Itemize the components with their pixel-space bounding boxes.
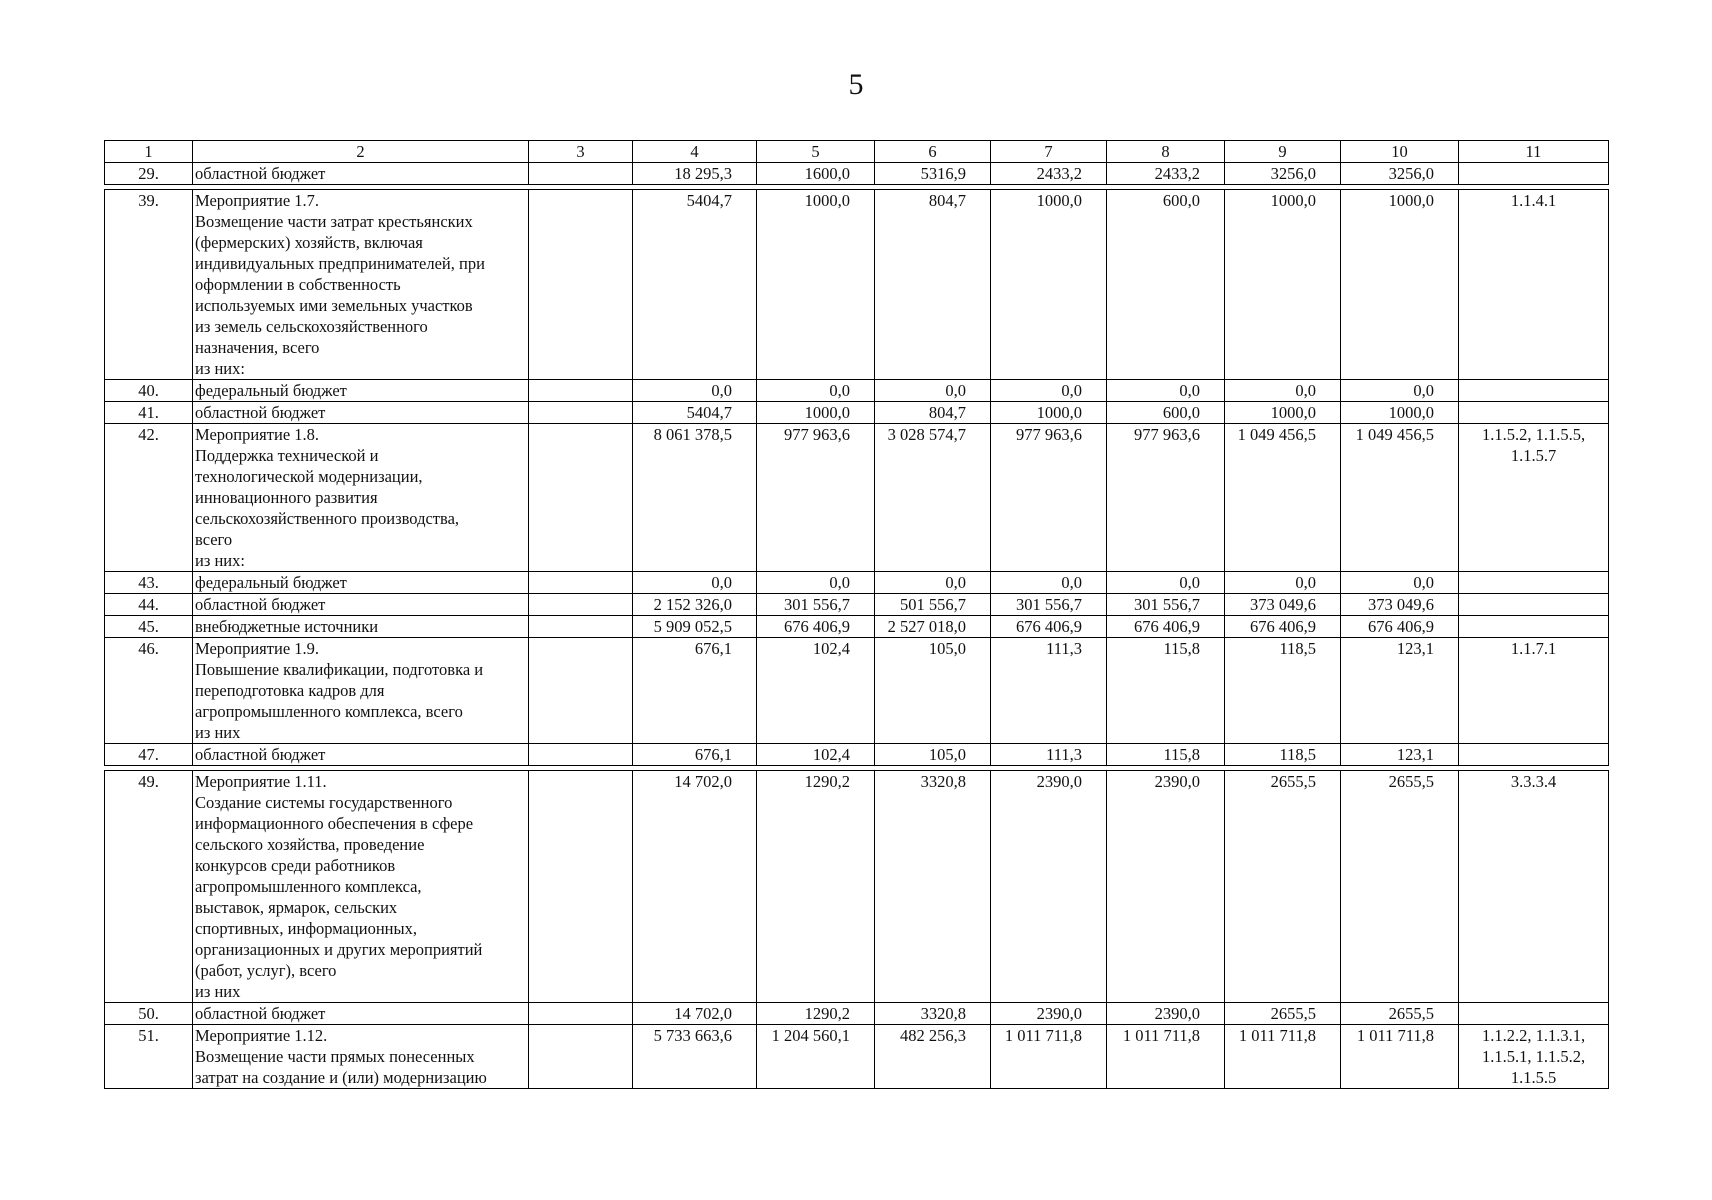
value-cell: 1000,0 (1225, 190, 1341, 380)
table-row (105, 163, 1609, 185)
row-name-line: областной бюджет (195, 595, 326, 614)
value-cell: 1000,0 (991, 190, 1107, 380)
header-cell: 11 (1459, 141, 1609, 163)
column-3-cell (529, 771, 633, 1003)
value-cell: 600,0 (1107, 402, 1225, 424)
value-cell: 1 011 711,8 (1225, 1025, 1341, 1089)
row-name-line: всего (195, 530, 233, 549)
row-name-line: из земель сельскохозяйственного (195, 317, 428, 336)
value-cell: 1 011 711,8 (1107, 1025, 1225, 1089)
row-name-line: выставок, ярмарок, сельских (195, 898, 398, 917)
reference-cell (1459, 190, 1609, 380)
header-cell: 7 (991, 141, 1107, 163)
value-cell: 0,0 (1341, 572, 1459, 594)
row-number-cell: 42. (105, 424, 193, 572)
row-name-line: сельскохозяйственного производства, (195, 509, 460, 528)
value-cell: 3320,8 (875, 771, 991, 1003)
value-cell: 2390,0 (1107, 1003, 1225, 1025)
row-name-line: Мероприятие 1.11. (195, 772, 327, 791)
row-name-line: (работ, услуг), всего (195, 961, 337, 980)
table-row (105, 402, 1609, 424)
value-cell: 2433,2 (991, 163, 1107, 185)
value-cell: 301 556,7 (1107, 594, 1225, 616)
table-row (105, 594, 1609, 616)
value-cell: 676,1 (633, 638, 757, 744)
value-cell: 115,8 (1107, 744, 1225, 766)
row-name-cell (193, 402, 529, 424)
value-cell: 5316,9 (875, 163, 991, 185)
row-name-line: Мероприятие 1.8. (195, 425, 320, 444)
value-cell: 2433,2 (1107, 163, 1225, 185)
row-name-line: из них (195, 723, 241, 742)
value-cell: 1000,0 (1225, 402, 1341, 424)
value-cell: 1000,0 (757, 190, 875, 380)
header-cell: 9 (1225, 141, 1341, 163)
reference-cell (1459, 163, 1609, 185)
row-name-line: областной бюджет (195, 403, 326, 422)
row-name-cell (193, 190, 529, 380)
row-name-line: внебюджетные источники (195, 617, 379, 636)
value-cell: 1290,2 (757, 1003, 875, 1025)
header-cell: 5 (757, 141, 875, 163)
value-cell: 804,7 (875, 402, 991, 424)
row-name-line: областной бюджет (195, 1004, 326, 1023)
value-cell: 0,0 (875, 380, 991, 402)
value-cell: 1 049 456,5 (1225, 424, 1341, 572)
row-name-cell (193, 744, 529, 766)
value-cell: 0,0 (991, 572, 1107, 594)
value-cell: 18 295,3 (633, 163, 757, 185)
row-name-line: технологической модернизации, (195, 467, 423, 486)
reference-cell (1459, 638, 1609, 744)
reference-cell (1459, 402, 1609, 424)
value-cell: 977 963,6 (1107, 424, 1225, 572)
value-cell: 14 702,0 (633, 1003, 757, 1025)
value-cell: 1000,0 (1341, 190, 1459, 380)
value-cell: 373 049,6 (1225, 594, 1341, 616)
table-row (105, 638, 1609, 744)
page-number: 5 (848, 68, 864, 101)
budget-table (104, 140, 1609, 1089)
row-name-line: сельского хозяйства, проведение (195, 835, 425, 854)
value-cell: 2390,0 (1107, 771, 1225, 1003)
value-cell: 102,4 (757, 638, 875, 744)
row-name-line: затрат на создание и (или) модернизацию (195, 1068, 487, 1087)
row-name-line: конкурсов среди работников (195, 856, 396, 875)
value-cell: 5 909 052,5 (633, 616, 757, 638)
column-3-cell (529, 638, 633, 744)
value-cell: 0,0 (757, 380, 875, 402)
value-cell: 676 406,9 (757, 616, 875, 638)
reference-line: 1.1.5.5 (1510, 1068, 1557, 1087)
row-number-cell: 51. (105, 1025, 193, 1089)
row-number-cell: 47. (105, 744, 193, 766)
value-cell: 2 527 018,0 (875, 616, 991, 638)
row-name-cell (193, 572, 529, 594)
row-name-cell (193, 771, 529, 1003)
value-cell: 804,7 (875, 190, 991, 380)
row-name-line: федеральный бюджет (195, 381, 347, 400)
row-number-cell: 45. (105, 616, 193, 638)
row-number-cell: 50. (105, 1003, 193, 1025)
reference-line: 1.1.5.1, 1.1.5.2, (1481, 1047, 1586, 1066)
value-cell: 0,0 (875, 572, 991, 594)
value-cell: 600,0 (1107, 190, 1225, 380)
row-name-line: (фермерских) хозяйств, включая (195, 233, 423, 252)
row-number-cell: 43. (105, 572, 193, 594)
value-cell: 0,0 (757, 572, 875, 594)
value-cell: 0,0 (1107, 380, 1225, 402)
reference-line: 1.1.7.1 (1510, 639, 1557, 658)
value-cell: 2655,5 (1225, 1003, 1341, 1025)
header-cell: 2 (193, 141, 529, 163)
reference-cell (1459, 572, 1609, 594)
value-cell: 0,0 (1225, 380, 1341, 402)
reference-cell (1459, 380, 1609, 402)
value-cell: 1 204 560,1 (757, 1025, 875, 1089)
row-name-line: областной бюджет (195, 745, 326, 764)
value-cell: 501 556,7 (875, 594, 991, 616)
row-name-line: организационных и других мероприятий (195, 940, 483, 959)
value-cell: 0,0 (991, 380, 1107, 402)
row-name-line: Мероприятие 1.7. (195, 191, 320, 210)
value-cell: 3256,0 (1341, 163, 1459, 185)
value-cell: 1 011 711,8 (1341, 1025, 1459, 1089)
reference-cell (1459, 616, 1609, 638)
column-3-cell (529, 380, 633, 402)
row-name-line: Возмещение части затрат крестьянских (195, 212, 473, 231)
value-cell: 0,0 (633, 380, 757, 402)
value-cell: 0,0 (633, 572, 757, 594)
row-name-cell (193, 594, 529, 616)
table-row (105, 572, 1609, 594)
row-number-cell: 39. (105, 190, 193, 380)
header-cell: 10 (1341, 141, 1459, 163)
row-name-cell (193, 616, 529, 638)
row-name-cell (193, 424, 529, 572)
row-name-line: агропромышленного комплекса, (195, 877, 422, 896)
value-cell: 2390,0 (991, 1003, 1107, 1025)
value-cell: 1000,0 (1341, 402, 1459, 424)
value-cell: 5 733 663,6 (633, 1025, 757, 1089)
column-3-cell (529, 402, 633, 424)
value-cell: 676 406,9 (991, 616, 1107, 638)
header-cell: 6 (875, 141, 991, 163)
value-cell: 118,5 (1225, 638, 1341, 744)
table-row (105, 744, 1609, 766)
row-name-line: областной бюджет (195, 164, 326, 183)
reference-cell (1459, 1003, 1609, 1025)
row-number-cell: 40. (105, 380, 193, 402)
value-cell: 2655,5 (1341, 1003, 1459, 1025)
value-cell: 2 152 326,0 (633, 594, 757, 616)
value-cell: 676,1 (633, 744, 757, 766)
row-name-line: индивидуальных предпринимателей, при (195, 254, 485, 273)
row-name-cell (193, 638, 529, 744)
reference-line: 1.1.4.1 (1510, 191, 1557, 210)
value-cell: 2655,5 (1225, 771, 1341, 1003)
value-cell: 111,3 (991, 744, 1107, 766)
value-cell: 0,0 (1225, 572, 1341, 594)
row-name-line: назначения, всего (195, 338, 320, 357)
value-cell: 5404,7 (633, 402, 757, 424)
table-row (105, 616, 1609, 638)
value-cell: 3256,0 (1225, 163, 1341, 185)
row-name-line: агропромышленного комплекса, всего (195, 702, 463, 721)
row-name-line: используемых ими земельных участков (195, 296, 473, 315)
row-name-line: федеральный бюджет (195, 573, 347, 592)
value-cell: 111,3 (991, 638, 1107, 744)
value-cell: 8 061 378,5 (633, 424, 757, 572)
row-name-line: спортивных, информационных, (195, 919, 417, 938)
value-cell: 301 556,7 (757, 594, 875, 616)
row-number-cell: 46. (105, 638, 193, 744)
value-cell: 1 049 456,5 (1341, 424, 1459, 572)
table-header-row (105, 141, 1609, 163)
value-cell: 0,0 (1107, 572, 1225, 594)
value-cell: 102,4 (757, 744, 875, 766)
header-cell: 4 (633, 141, 757, 163)
value-cell: 3320,8 (875, 1003, 991, 1025)
value-cell: 373 049,6 (1341, 594, 1459, 616)
column-3-cell (529, 594, 633, 616)
value-cell: 123,1 (1341, 744, 1459, 766)
row-name-line: информационного обеспечения в сфере (195, 814, 474, 833)
row-name-line: инновационного развития (195, 488, 378, 507)
value-cell: 105,0 (875, 638, 991, 744)
column-3-cell (529, 572, 633, 594)
header-cell: 3 (529, 141, 633, 163)
value-cell: 118,5 (1225, 744, 1341, 766)
column-3-cell (529, 744, 633, 766)
table-row (105, 380, 1609, 402)
table-row (105, 1003, 1609, 1025)
table-row (105, 771, 1609, 1003)
value-cell: 1600,0 (757, 163, 875, 185)
reference-cell (1459, 1025, 1609, 1089)
column-3-cell (529, 1025, 633, 1089)
reference-line: 3.3.3.4 (1510, 772, 1557, 791)
row-number-cell: 41. (105, 402, 193, 424)
value-cell: 676 406,9 (1225, 616, 1341, 638)
reference-cell (1459, 424, 1609, 572)
value-cell: 676 406,9 (1341, 616, 1459, 638)
column-3-cell (529, 190, 633, 380)
header-cell: 1 (105, 141, 193, 163)
value-cell: 14 702,0 (633, 771, 757, 1003)
table-row (105, 1025, 1609, 1089)
header-cell: 8 (1107, 141, 1225, 163)
value-cell: 482 256,3 (875, 1025, 991, 1089)
row-name-line: из них (195, 982, 241, 1001)
reference-cell (1459, 771, 1609, 1003)
budget-table-container (104, 140, 1608, 1089)
row-name-line: Мероприятие 1.9. (195, 639, 320, 658)
row-name-line: переподготовка кадров для (195, 681, 385, 700)
row-name-line: Повышение квалификации, подготовка и (195, 660, 484, 679)
row-number-cell: 49. (105, 771, 193, 1003)
value-cell: 676 406,9 (1107, 616, 1225, 638)
row-number-cell: 44. (105, 594, 193, 616)
value-cell: 2390,0 (991, 771, 1107, 1003)
table-row (105, 424, 1609, 572)
value-cell: 3 028 574,7 (875, 424, 991, 572)
budget-table-body (105, 141, 1609, 1089)
row-number-cell: 29. (105, 163, 193, 185)
row-name-line: Поддержка технической и (195, 446, 379, 465)
row-name-line: Возмещение части прямых понесенных (195, 1047, 475, 1066)
value-cell: 1000,0 (991, 402, 1107, 424)
reference-line: 1.1.2.2, 1.1.3.1, (1481, 1026, 1586, 1045)
column-3-cell (529, 424, 633, 572)
column-3-cell (529, 163, 633, 185)
value-cell: 0,0 (1341, 380, 1459, 402)
reference-line: 1.1.5.2, 1.1.5.5, (1481, 425, 1586, 444)
value-cell: 301 556,7 (991, 594, 1107, 616)
value-cell: 977 963,6 (757, 424, 875, 572)
value-cell: 105,0 (875, 744, 991, 766)
row-name-line: оформлении в собственность (195, 275, 401, 294)
row-name-line: из них: (195, 359, 245, 378)
reference-cell (1459, 594, 1609, 616)
column-3-cell (529, 616, 633, 638)
value-cell: 2655,5 (1341, 771, 1459, 1003)
value-cell: 1000,0 (757, 402, 875, 424)
row-name-line: из них: (195, 551, 245, 570)
value-cell: 123,1 (1341, 638, 1459, 744)
value-cell: 115,8 (1107, 638, 1225, 744)
row-name-line: Мероприятие 1.12. (195, 1026, 328, 1045)
value-cell: 1290,2 (757, 771, 875, 1003)
row-name-cell (193, 1003, 529, 1025)
value-cell: 5404,7 (633, 190, 757, 380)
reference-cell (1459, 744, 1609, 766)
column-3-cell (529, 1003, 633, 1025)
value-cell: 977 963,6 (991, 424, 1107, 572)
value-cell: 1 011 711,8 (991, 1025, 1107, 1089)
row-name-cell (193, 380, 529, 402)
row-name-line: Создание системы государственного (195, 793, 453, 812)
row-name-cell (193, 1025, 529, 1089)
reference-line: 1.1.5.7 (1510, 446, 1557, 465)
table-row (105, 190, 1609, 380)
row-name-cell (193, 163, 529, 185)
